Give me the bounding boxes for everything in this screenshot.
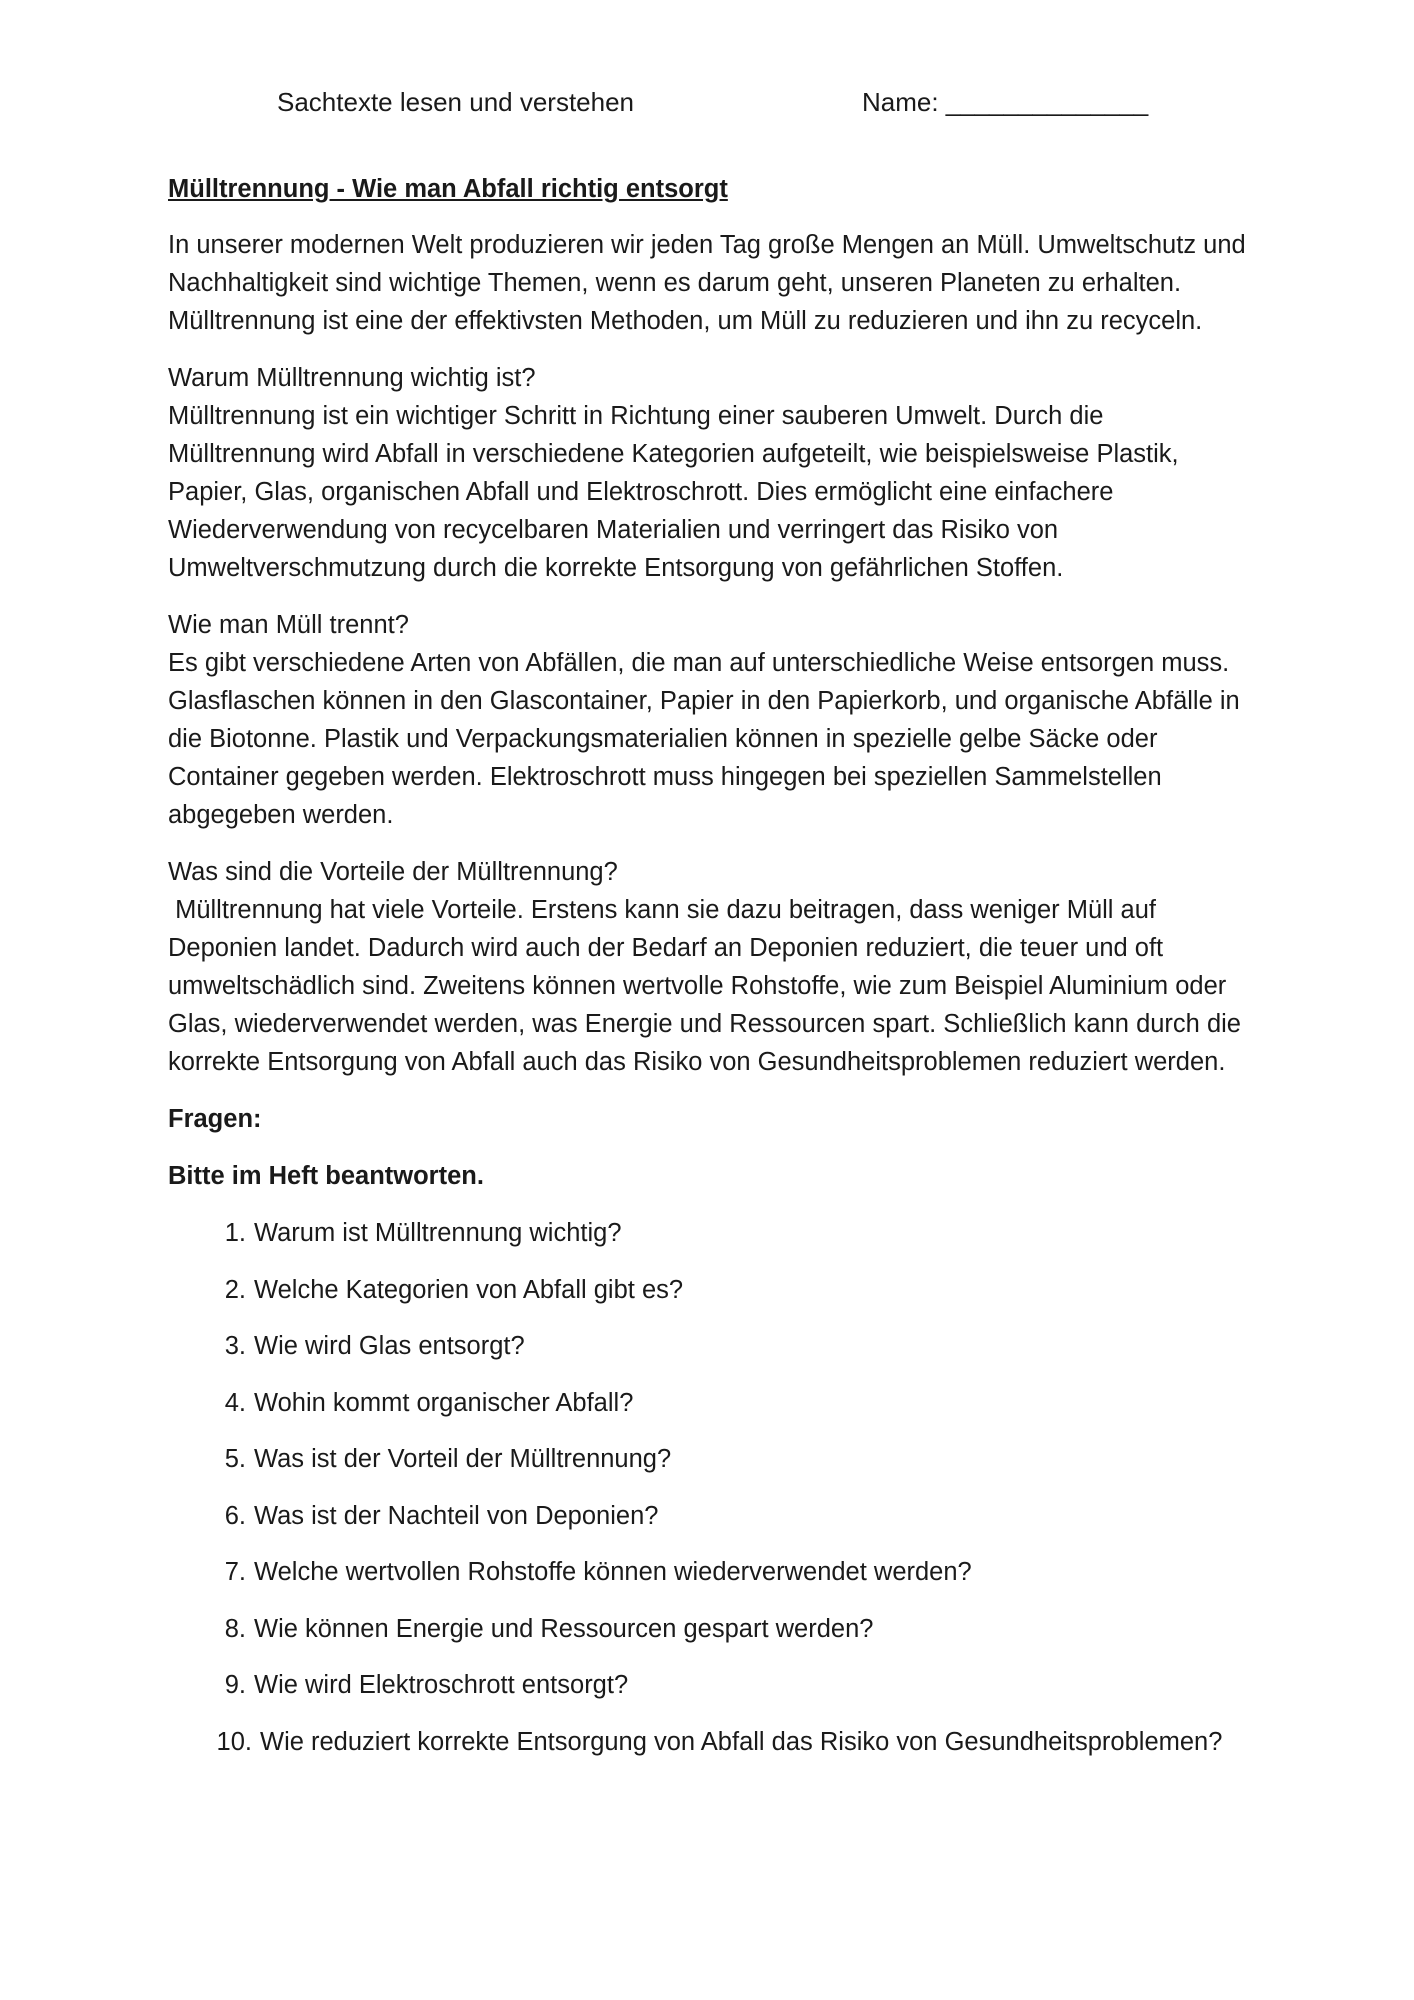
section-heading: Warum Mülltrennung wichtig ist? <box>168 364 536 392</box>
section-why <box>168 359 1248 587</box>
list-item <box>168 1723 1248 1761</box>
question-text: Wohin kommt organischer Abfall? <box>254 1388 634 1417</box>
question-number: 7. <box>224 1558 246 1586</box>
list-item <box>168 1610 1248 1648</box>
question-number: 6. <box>224 1501 246 1530</box>
question-text: Wie wird Elektroschrott entsorgt? <box>254 1671 629 1699</box>
list-item <box>168 1271 1248 1309</box>
question-number: 8. <box>224 1614 246 1643</box>
question-number: 5. <box>224 1445 246 1473</box>
questions-heading: Fragen: <box>168 1105 262 1133</box>
question-number: 1. <box>224 1219 246 1247</box>
question-text: Was ist der Nachteil von Deponien? <box>254 1501 659 1530</box>
list-item <box>168 1327 1248 1365</box>
list-item <box>168 1384 1248 1422</box>
question-text: Warum ist Mülltrennung wichtig? <box>254 1219 622 1247</box>
question-text: Welche wertvollen Rohstoffe können wiederverwendet werden? <box>254 1558 972 1586</box>
name-field: Name: ______________ <box>862 87 1149 117</box>
section-body: Mülltrennung ist ein wichtiger Schritt in Richtung einer sauberen Umwelt. Durch die Mülltrennung wird Abfall in verschiedene Kategorien aufgeteilt, wie beispielsweise Plastik, Papier, Glas, organischen Abfall und Elektroschrott. Dies ermöglicht eine einfachere Wiederverwendung von recycelbaren Materialien und verringert das Risiko von Umweltverschmutzung durch die korrekte Entsorgung von gefährlichen Stoffen. <box>168 402 1179 582</box>
section-benefits <box>168 853 1248 1081</box>
question-number: 10. <box>216 1727 252 1756</box>
list-item <box>168 1666 1248 1704</box>
section-how <box>168 606 1248 834</box>
worksheet-content <box>168 170 1248 1779</box>
question-number: 3. <box>224 1332 246 1360</box>
question-text: Welche Kategorien von Abfall gibt es? <box>254 1275 684 1304</box>
section-heading: Wie man Müll trennt? <box>168 611 409 639</box>
list-item <box>168 1553 1248 1591</box>
question-text: Was ist der Vorteil der Mülltrennung? <box>254 1445 672 1473</box>
question-list <box>168 1214 1248 1761</box>
list-item <box>168 1440 1248 1478</box>
section-body: Mülltrennung hat viele Vorteile. Erstens kann sie dazu beitragen, dass weniger Müll auf Deponien landet. Dadurch wird auch der Bedarf an Deponien reduziert, die teuer und oft umweltschädlich sind. Zweitens können wertvolle Rohstoffe, wie zum Beispiel Aluminium oder Glas, wiederverwendet werden, was Energie und Ressourcen spart. Schließlich kann durch die korrekte Entsorgung von Abfall auch das Risiko von Gesundheitsproblemen reduziert werden. <box>168 896 1249 1076</box>
section-body: Es gibt verschiedene Arten von Abfällen, die man auf unterschiedliche Weise entsorgen muss. Glasflaschen können in den Glascontainer, Papier in den Papierkorb, und organische Abfälle in die Biotonne. Plastik und Verpackungsmaterialien können in spezielle gelbe Säcke oder Container gegeben werden. Elektroschrott muss hingegen bei speziellen Sammelstellen abgegeben werden. <box>168 649 1240 829</box>
question-text: Wie wird Glas entsorgt? <box>254 1332 525 1360</box>
page-title: Mülltrennung - Wie man Abfall richtig entsorgt <box>168 175 728 203</box>
question-number: 9. <box>224 1671 246 1699</box>
list-item <box>168 1214 1248 1252</box>
question-number: 4. <box>224 1388 246 1417</box>
answer-instruction: Bitte im Heft beantworten. <box>168 1162 484 1190</box>
section-heading: Was sind die Vorteile der Mülltrennung? <box>168 858 618 886</box>
question-text: Wie können Energie und Ressourcen gespart werden? <box>254 1614 874 1643</box>
question-number: 2. <box>224 1275 246 1304</box>
worksheet-subject: Sachtexte lesen und verstehen <box>277 87 635 117</box>
intro-paragraph: In unserer modernen Welt produzieren wir jeden Tag große Mengen an Müll. Umweltschutz und Nachhaltigkeit sind wichtige Themen, wenn es darum geht, unseren Planeten zu erhalten. Mülltrennung ist eine der effektivsten Methoden, um Müll zu reduzieren und ihn zu recyceln. <box>168 231 1246 335</box>
list-item <box>168 1497 1248 1535</box>
question-text: Wie reduziert korrekte Entsorgung von Abfall das Risiko von Gesundheitsproblemen? <box>260 1727 1223 1756</box>
